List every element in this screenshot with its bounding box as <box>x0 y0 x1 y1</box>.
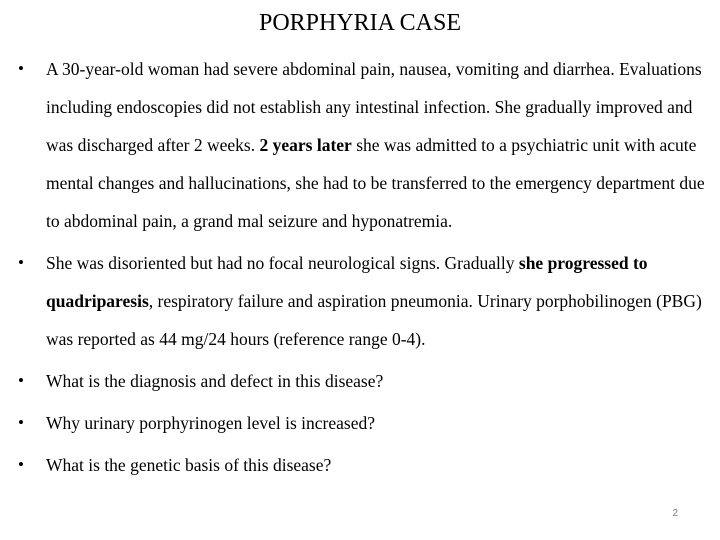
bullet-text: She was disoriented but had no focal neurological signs. Gradually <box>46 253 519 273</box>
bullet-text: she was admitted to a psychiatric unit with acute mental changes and hallucinations, she had to be transferred to the emergency department due to abdominal pain, a grand mal seizure and hyponatremia. <box>46 135 705 231</box>
bullet-text: What is the genetic basis of this disease? <box>46 455 332 475</box>
bullet-text: , respiratory failure and aspiration pneumonia. Urinary porphobilinogen (PBG) was reported as 44 mg/24 hours (reference range 0-4). <box>46 291 702 349</box>
bullet-question-diagnosis <box>18 362 713 400</box>
bullet-text: A 30-year-old woman had severe abdominal pain, nausea, vomiting and diarrhea. Evaluations including endoscopies did not establish any intestinal infection. She gradually improved and was discharged after 2 weeks. <box>46 59 702 155</box>
bullet-progression <box>18 244 713 358</box>
bullet-list <box>18 50 713 488</box>
bullet-icon: • <box>18 455 24 474</box>
page-number: 2 <box>672 508 678 519</box>
bullet-question-porphyrinogen <box>18 404 713 442</box>
bullet-text: Why urinary porphyrinogen level is increased? <box>46 413 375 433</box>
bullet-bold-text: 2 years later <box>259 135 352 155</box>
bullet-icon: • <box>18 413 24 432</box>
bullet-icon: • <box>18 253 24 272</box>
bullet-icon: • <box>18 59 24 78</box>
bullet-case-history <box>18 50 713 240</box>
bullet-question-genetics <box>18 446 713 484</box>
bullet-icon: • <box>18 371 24 390</box>
bullet-text: What is the diagnosis and defect in this disease? <box>46 371 384 391</box>
bullet-bold-text: she progressed to quadriparesis <box>46 253 648 311</box>
slide-title: PORPHYRIA CASE <box>258 10 462 36</box>
